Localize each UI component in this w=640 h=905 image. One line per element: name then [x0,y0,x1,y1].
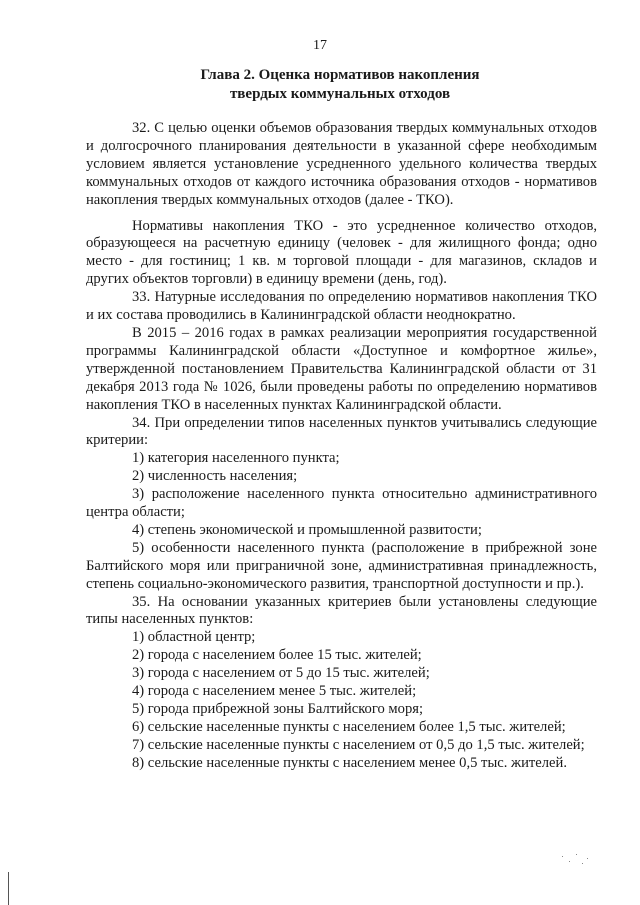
paragraph: 5) города прибрежной зоны Балтийского моря; [132,701,424,717]
paragraph: 33. Натурные исследования по определению нормативов накопления ТКО и их состава проводились в Калининградской области неоднократно. [86,289,597,324]
paragraph: 7) сельские населенные пункты с населением от 0,5 до 1,5 тыс. жителей; [132,736,585,753]
paragraph: 1) областной центр; [132,629,256,646]
document-body [86,120,597,773]
paragraph: 32. С целью оценки объемов образования твердых коммунальных отходов и долгосрочного планирования деятельности в указанной сфере необходимым условием является установление усредненного удельного количества твердых коммунальных отходов от каждого источника образования отходов - нормативов накопления твердых коммунальных отходов (далее - ТКО). [86,120,597,208]
scan-edge-mark [8,872,9,905]
scan-specks [560,852,590,866]
chapter-title-line-1: Глава 2. Оценка нормативов накопления [200,67,480,83]
paragraph: 4) города с населением менее 5 тыс. жителей; [132,683,417,700]
page-number: 17 [313,38,327,53]
paragraph: 35. На основании указанных критериев были установлены следующие типы населенных пунктов: [86,593,597,628]
paragraph: 6) сельские населенные пункты с населением более 1,5 тыс. жителей; [132,718,566,735]
paragraph: 4) степень экономической и промышленной развитости; [132,521,482,538]
paragraph: 34. При определении типов населенных пунктов учитывались следующие критерии: [86,414,597,449]
paragraph: 8) сельские населенные пункты с населением менее 0,5 тыс. жителей. [132,754,567,771]
chapter-title [120,66,560,104]
paragraph: 2) города с населением более 15 тыс. жителей; [132,647,422,664]
chapter-title-line-2: твердых коммунальных отходов [229,86,451,102]
paragraph: 3) города с населением от 5 до 15 тыс. жителей; [132,665,430,682]
paragraph: В 2015 – 2016 годах в рамках реализации мероприятия государственной программы Калининградской области «Доступное и комфортное жилье», утвержденной постановлением Правительства Калининградской области от 31 декабря 2013 года № 1026, были проведены работы по определению нормативов накопления ТКО в населенных пунктах Калининградской области. [86,324,597,413]
paragraph: 1) категория населенного пункта; [132,450,340,467]
paragraph: 5) особенности населенного пункта (расположение в прибрежной зоне Балтийского моря или приграничной зоне, административная принадлежность, степень социально-экономического развития, транспортной доступности и пр.). [86,539,597,592]
paragraph: 3) расположение населенного пункта относительно административного центра области; [86,486,597,521]
paragraph: 2) численность населения; [132,468,298,485]
paragraph: Нормативы накопления ТКО - это усредненное количество отходов, образующееся на расчетную единицу (человек - для жилищного фонда; одно место - для гостиниц; 1 кв. м торговой площади - для магазинов, складов и других объектов торговли) в единицу времени (день, год). [86,217,597,288]
